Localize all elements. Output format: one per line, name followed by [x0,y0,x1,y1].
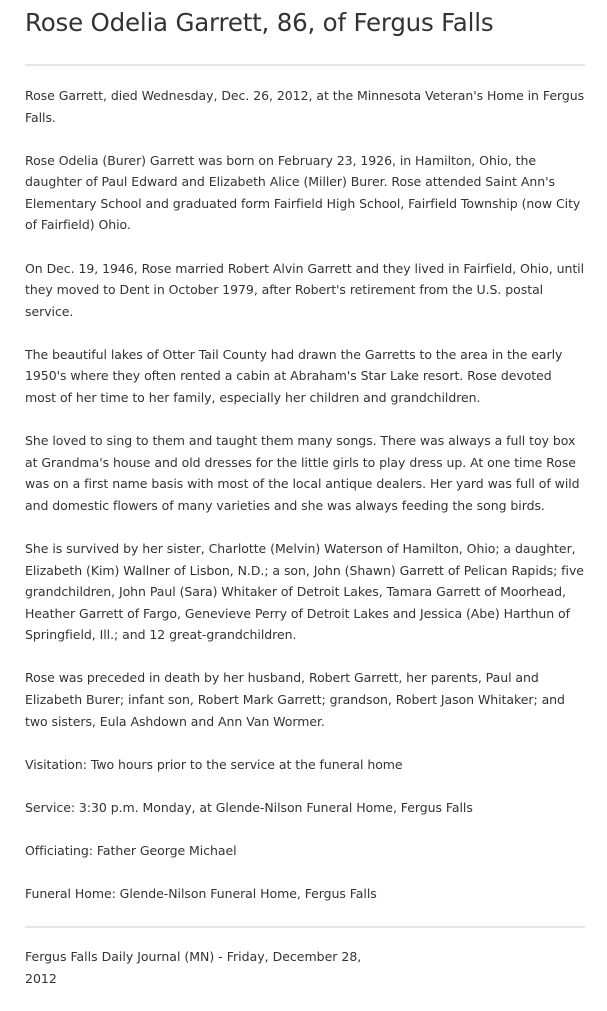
paragraph-lakes: The beautiful lakes of Otter Tail County had drawn the Garretts to the area in the early 1950's where they often rented a cabin at Abraham's Star Lake resort. Rose devoted most of her time to her family, especially her children and grandchildren. [25,346,563,406]
page-title: Rose Odelia Garrett, 86, of Fergus Falls [25,8,494,37]
obituary-body [25,85,583,905]
paragraph-birth: Rose Odelia (Burer) Garrett was born on February 23, 1926, in Hamilton, Ohio, the daughter of Paul Edward and Elizabeth Alice (Miller) Burer. Rose attended Saint Ann's Elementary School and graduated form Fairfield High School, Fairfield Township (now City of Fairfield) Ohio. [25,152,581,233]
paragraph-marriage: On Dec. 19, 1946, Rose married Robert Alvin Garrett and they lived in Fairfield, Ohio, until they moved to Dent in October 1979, after Robert's retirement from the U.S. postal service. [25,260,585,319]
paragraph-service: Service: 3:30 p.m. Monday, at Glende-Nilson Funeral Home, Fergus Falls [25,799,473,815]
paragraph-funeral-home: Funeral Home: Glende-Nilson Funeral Home, Fergus Falls [25,886,377,902]
paragraph-preceded-by: Rose was preceded in death by her husband, Robert Garrett, her parents, Paul and Elizabeth Burer; infant son, Robert Mark Garrett; grandson, Robert Jason Whitaker; and two sisters, Eula Ashdown and Ann Van Wormer. [25,670,565,729]
source-citation: Fergus Falls Daily Journal (MN) - Friday, December 28, 2012 [25,949,362,986]
paragraph-survived-by: She is survived by her sister, Charlotte (Melvin) Waterson of Hamilton, Ohio; a daughter, Elizabeth (Kim) Wallner of Lisbon, N.D.; a son, John (Shawn) Garrett of Pelican Rapids; five grandchildren, John Paul (Sara) Whitaker of Detroit Lakes, Tamara Garrett of Moorhead, Heather Garrett of Fargo, Genevieve Perry of Detroit Lakes and Jessica (Abe) Harthun of Springfield, Ill.; and 12 great-grandchildren. [25,541,584,643]
title-divider [25,64,585,66]
paragraph-officiating: Officiating: Father George Michael [25,842,237,858]
paragraph-visitation: Visitation: Two hours prior to the service at the funeral home [25,756,403,772]
footer-divider [25,926,585,928]
paragraph-family-life: She loved to sing to them and taught them many songs. There was always a full toy box at Grandma's house and old dresses for the little girls to play dress up. At one time Rose was on a first name basis with most of the local antique dealers. Her yard was full of wild and domestic flowers of many varieties and she was always feeding the song birds. [25,433,580,513]
paragraph-death-notice: Rose Garrett, died Wednesday, Dec. 26, 2012, at the Minnesota Veteran's Home in Fergus Falls. [25,88,585,125]
